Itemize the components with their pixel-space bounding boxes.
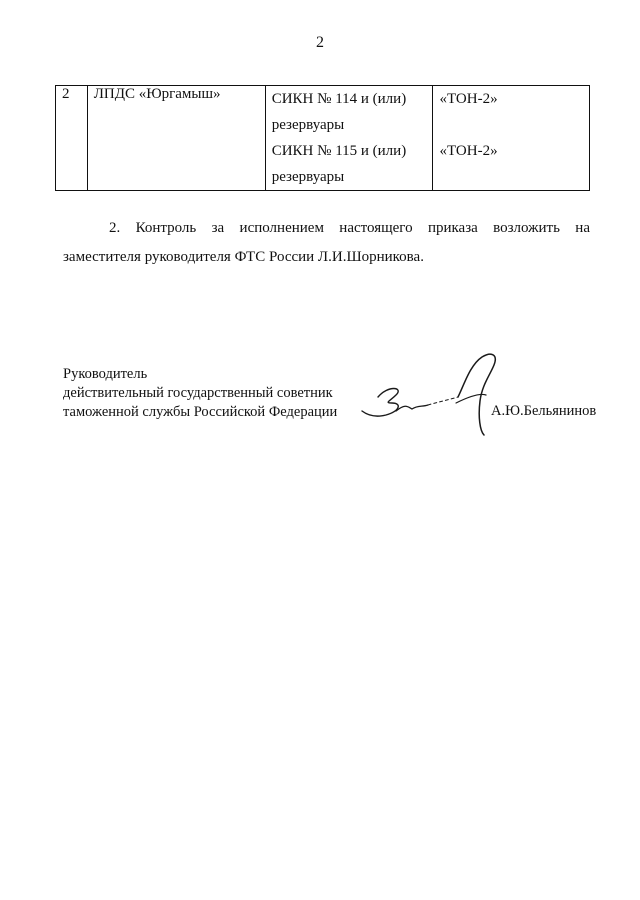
device-spacer-1 [439, 112, 583, 138]
metering-system-2-line2: резервуары [271, 169, 345, 185]
paragraph-line-2: заместителя руководителя ФТС России Л.И.Шорникова. [63, 249, 424, 265]
paragraph-line-1: 2. Контроль за исполнением настоящего приказа возложить на [109, 220, 590, 236]
object-name-cell [87, 86, 265, 191]
device-spacer-2 [439, 164, 583, 190]
signatory-title: Руководитель [63, 366, 148, 382]
signatory-rank-line-1: действительный государственный советник [63, 385, 333, 401]
signatory-name: А.Ю.Бельянинов [491, 403, 597, 419]
handwritten-signature [356, 345, 526, 440]
object-name: ЛПДС «Юргамыш» [93, 86, 221, 102]
device-cell [433, 86, 590, 191]
row-number-cell [56, 86, 88, 191]
row-number: 2 [62, 86, 70, 102]
signatory-rank-line-2: таможенной службы Российской Федерации [63, 404, 338, 420]
metering-system-2-line1: СИКН № 115 и (или) [271, 143, 407, 159]
device-1: «ТОН-2» [439, 91, 498, 107]
signatory-title-block [63, 365, 337, 422]
control-paragraph [63, 214, 590, 272]
metering-system-1-line2: резервуары [271, 117, 345, 133]
device-2: «ТОН-2» [439, 143, 498, 159]
objects-table [55, 85, 590, 191]
metering-system-1-line1: СИКН № 114 и (или) [271, 91, 407, 107]
table-row [56, 86, 590, 191]
metering-system-cell [265, 86, 433, 191]
page-number: 2 [316, 34, 324, 51]
